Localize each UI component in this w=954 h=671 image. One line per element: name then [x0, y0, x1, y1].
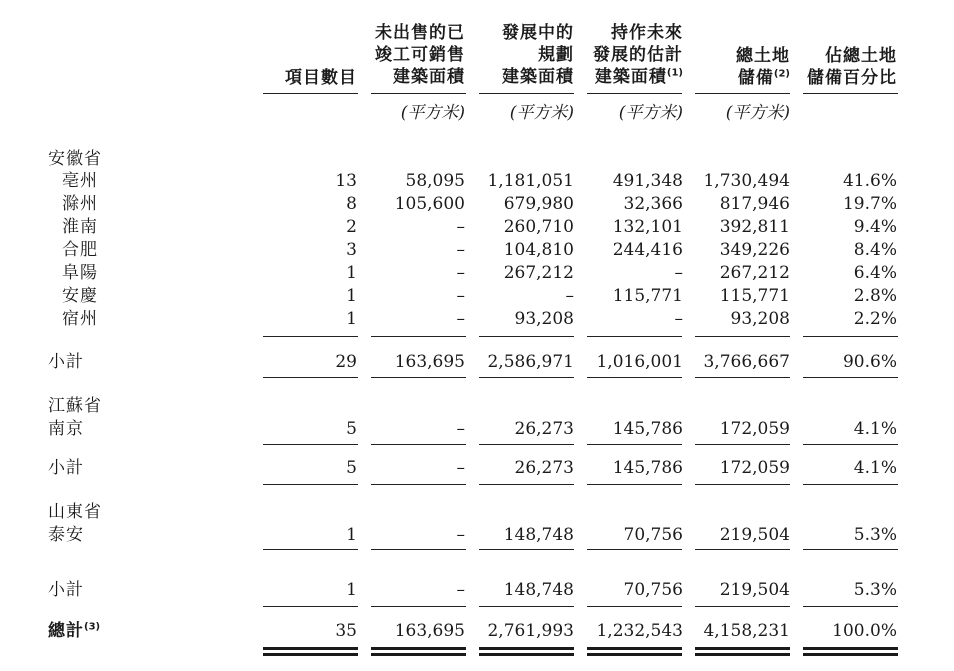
subtotal-project-count: 5 — [346, 458, 357, 478]
section-rule — [695, 377, 790, 378]
subtotal-rule — [803, 549, 898, 550]
cell-future-development-gfa: 491,348 — [612, 171, 683, 191]
subtotal-project-count: 29 — [335, 352, 357, 372]
cell-project-count: 1 — [346, 525, 357, 545]
cell-completed-gfa: – — [456, 419, 465, 439]
col-header-completed-gfa — [375, 22, 465, 88]
header-line: 建築面積 — [502, 67, 574, 87]
total-double-rule — [587, 647, 682, 650]
cell-future-development-gfa: 115,771 — [612, 286, 683, 306]
total-double-rule — [479, 647, 574, 650]
cell-land-bank-percentage: 2.2% — [853, 309, 897, 329]
unit-label: (平方米) — [725, 103, 790, 123]
header-rule — [587, 93, 682, 94]
subtotal-land-bank-percentage: 90.6% — [842, 352, 897, 372]
cell-future-development-gfa: 70,756 — [623, 525, 683, 545]
city-label: 宿州 — [62, 309, 98, 329]
header-line: 佔總土地 — [825, 46, 897, 66]
subtotal-label: 小計 — [48, 580, 84, 600]
subtotal-completed-gfa: – — [456, 580, 465, 600]
cell-total-land-bank: 219,504 — [719, 525, 790, 545]
cell-under-development-gfa: 679,980 — [503, 194, 574, 214]
total-project-count: 35 — [335, 621, 357, 641]
footnote-marker: (3) — [84, 621, 101, 633]
section-rule — [803, 606, 898, 607]
grand-total-label — [48, 620, 100, 642]
cell-total-land-bank: 817,946 — [719, 194, 790, 214]
col-header-total-land-bank — [736, 45, 790, 89]
cell-completed-gfa: – — [456, 217, 465, 237]
cell-project-count: 3 — [346, 240, 357, 260]
subtotal-under-development-gfa: 148,748 — [503, 580, 574, 600]
subtotal-rule — [479, 444, 574, 445]
total-future-development-gfa: 1,232,543 — [596, 621, 683, 641]
subtotal-future-development-gfa: 1,016,001 — [596, 352, 683, 372]
cell-under-development-gfa: – — [565, 286, 574, 306]
cell-land-bank-percentage: 19.7% — [842, 194, 897, 214]
cell-completed-gfa: – — [456, 240, 465, 260]
cell-total-land-bank: 349,226 — [719, 240, 790, 260]
header-line: 發展中的 — [502, 23, 574, 43]
cell-land-bank-percentage: 2.8% — [853, 286, 897, 306]
total-double-rule — [803, 647, 898, 650]
total-double-rule — [479, 653, 574, 656]
unit-label: (平方米) — [400, 103, 465, 123]
section-rule — [695, 484, 790, 485]
total-completed-gfa: 163,695 — [394, 621, 465, 641]
section-rule — [587, 606, 682, 607]
footnote-marker: (1) — [666, 67, 683, 79]
grand-total-text: 總計 — [48, 621, 84, 641]
cell-under-development-gfa: 148,748 — [503, 525, 574, 545]
cell-total-land-bank: 115,771 — [719, 286, 790, 306]
section-rule — [479, 484, 574, 485]
cell-total-land-bank: 172,059 — [719, 419, 790, 439]
header-line: 規劃 — [538, 45, 574, 65]
subtotal-land-bank-percentage: 5.3% — [853, 580, 897, 600]
subtotal-land-bank-percentage: 4.1% — [853, 458, 897, 478]
cell-land-bank-percentage: 6.4% — [853, 263, 897, 283]
city-label: 南京 — [48, 419, 84, 439]
cell-land-bank-percentage: 5.3% — [853, 525, 897, 545]
cell-completed-gfa: – — [456, 309, 465, 329]
cell-total-land-bank: 93,208 — [730, 309, 790, 329]
cell-under-development-gfa: 260,710 — [503, 217, 574, 237]
cell-future-development-gfa: 132,101 — [612, 217, 683, 237]
subtotal-rule — [479, 336, 574, 337]
unit-label: (平方米) — [509, 103, 574, 123]
cell-under-development-gfa: 93,208 — [514, 309, 574, 329]
city-label: 滁州 — [62, 194, 98, 214]
city-label: 安慶 — [62, 286, 98, 306]
section-rule — [587, 377, 682, 378]
subtotal-project-count: 1 — [346, 580, 357, 600]
subtotal-label: 小計 — [48, 352, 84, 372]
header-line: 項目數目 — [285, 68, 357, 88]
section-rule — [263, 377, 358, 378]
subtotal-completed-gfa: 163,695 — [394, 352, 465, 372]
cell-land-bank-percentage: 8.4% — [853, 240, 897, 260]
section-rule — [263, 606, 358, 607]
cell-future-development-gfa: – — [674, 309, 683, 329]
city-label: 合肥 — [62, 240, 98, 260]
subtotal-rule — [695, 444, 790, 445]
header-line: 發展的估計 — [593, 45, 683, 65]
subtotal-rule — [695, 336, 790, 337]
subtotal-rule — [803, 336, 898, 337]
cell-future-development-gfa: – — [674, 263, 683, 283]
cell-land-bank-percentage: 9.4% — [853, 217, 897, 237]
subtotal-rule — [587, 444, 682, 445]
col-header-land-bank-percentage — [807, 45, 897, 89]
cell-completed-gfa: – — [456, 263, 465, 283]
header-rule — [263, 93, 358, 94]
subtotal-future-development-gfa: 70,756 — [623, 580, 683, 600]
header-line: 儲備百分比 — [807, 68, 897, 88]
section-rule — [695, 606, 790, 607]
total-double-rule — [803, 653, 898, 656]
subtotal-total-land-bank: 219,504 — [719, 580, 790, 600]
total-under-development-gfa: 2,761,993 — [487, 621, 574, 641]
cell-future-development-gfa: 244,416 — [612, 240, 683, 260]
subtotal-future-development-gfa: 145,786 — [612, 458, 683, 478]
section-rule — [803, 377, 898, 378]
subtotal-total-land-bank: 3,766,667 — [703, 352, 790, 372]
cell-under-development-gfa: 267,212 — [503, 263, 574, 283]
total-double-rule — [371, 653, 466, 656]
subtotal-label: 小計 — [48, 458, 84, 478]
subtotal-rule — [263, 444, 358, 445]
header-line: 儲備 — [737, 68, 774, 88]
province-label: 山東省 — [48, 502, 102, 522]
province-label: 安徽省 — [48, 149, 102, 169]
section-rule — [263, 484, 358, 485]
header-line: 總土地 — [736, 46, 790, 66]
total-land-bank-percentage: 100.0% — [832, 621, 897, 641]
header-line: 持作未來 — [611, 23, 683, 43]
cell-project-count: 8 — [346, 194, 357, 214]
subtotal-rule — [803, 444, 898, 445]
cell-under-development-gfa: 26,273 — [514, 419, 574, 439]
unit-label: (平方米) — [618, 103, 683, 123]
total-land-bank: 4,158,231 — [703, 621, 790, 641]
footnote-marker: (2) — [773, 68, 790, 80]
subtotal-rule — [479, 549, 574, 550]
province-label: 江蘇省 — [48, 396, 102, 416]
cell-under-development-gfa: 104,810 — [503, 240, 574, 260]
subtotal-under-development-gfa: 2,586,971 — [487, 352, 574, 372]
col-header-under-development-gfa — [502, 22, 574, 88]
section-rule — [803, 484, 898, 485]
cell-project-count: 5 — [346, 419, 357, 439]
subtotal-rule — [263, 336, 358, 337]
header-rule — [371, 93, 466, 94]
total-double-rule — [263, 647, 358, 650]
cell-land-bank-percentage: 41.6% — [842, 171, 897, 191]
subtotal-rule — [371, 549, 466, 550]
section-rule — [479, 377, 574, 378]
subtotal-rule — [371, 444, 466, 445]
section-rule — [371, 484, 466, 485]
header-rule — [695, 93, 790, 94]
subtotal-total-land-bank: 172,059 — [719, 458, 790, 478]
header-line-with-note — [736, 67, 790, 89]
cell-completed-gfa: 105,600 — [394, 194, 465, 214]
city-label: 淮南 — [62, 217, 98, 237]
cell-land-bank-percentage: 4.1% — [853, 419, 897, 439]
subtotal-rule — [263, 549, 358, 550]
cell-total-land-bank: 392,811 — [719, 217, 790, 237]
cell-project-count: 1 — [346, 263, 357, 283]
subtotal-rule — [695, 549, 790, 550]
cell-project-count: 1 — [346, 286, 357, 306]
header-rule — [479, 93, 574, 94]
col-header-project-count — [285, 67, 357, 89]
cell-future-development-gfa: 145,786 — [612, 419, 683, 439]
col-header-future-development-gfa — [593, 22, 683, 88]
header-rule — [803, 93, 898, 94]
cell-completed-gfa: – — [456, 525, 465, 545]
section-rule — [479, 606, 574, 607]
city-label: 泰安 — [48, 525, 84, 545]
total-double-rule — [263, 653, 358, 656]
cell-completed-gfa: 58,095 — [405, 171, 465, 191]
cell-project-count: 1 — [346, 309, 357, 329]
cell-project-count: 2 — [346, 217, 357, 237]
header-line: 未出售的已 — [375, 23, 465, 43]
subtotal-rule — [371, 336, 466, 337]
subtotal-rule — [587, 336, 682, 337]
total-double-rule — [587, 653, 682, 656]
subtotal-completed-gfa: – — [456, 458, 465, 478]
city-label: 阜陽 — [62, 263, 98, 283]
section-rule — [371, 606, 466, 607]
cell-total-land-bank: 1,730,494 — [703, 171, 790, 191]
cell-total-land-bank: 267,212 — [719, 263, 790, 283]
cell-project-count: 13 — [335, 171, 357, 191]
subtotal-under-development-gfa: 26,273 — [514, 458, 574, 478]
subtotal-rule — [587, 549, 682, 550]
header-line: 建築面積 — [594, 67, 667, 87]
section-rule — [371, 377, 466, 378]
cell-under-development-gfa: 1,181,051 — [487, 171, 574, 191]
cell-completed-gfa: – — [456, 286, 465, 306]
cell-future-development-gfa: 32,366 — [623, 194, 683, 214]
header-line-with-note — [593, 66, 683, 88]
header-line: 建築面積 — [393, 67, 465, 87]
total-double-rule — [695, 653, 790, 656]
header-line: 竣工可銷售 — [375, 45, 465, 65]
city-label: 亳州 — [62, 171, 98, 191]
total-double-rule — [371, 647, 466, 650]
section-rule — [587, 484, 682, 485]
total-double-rule — [695, 647, 790, 650]
